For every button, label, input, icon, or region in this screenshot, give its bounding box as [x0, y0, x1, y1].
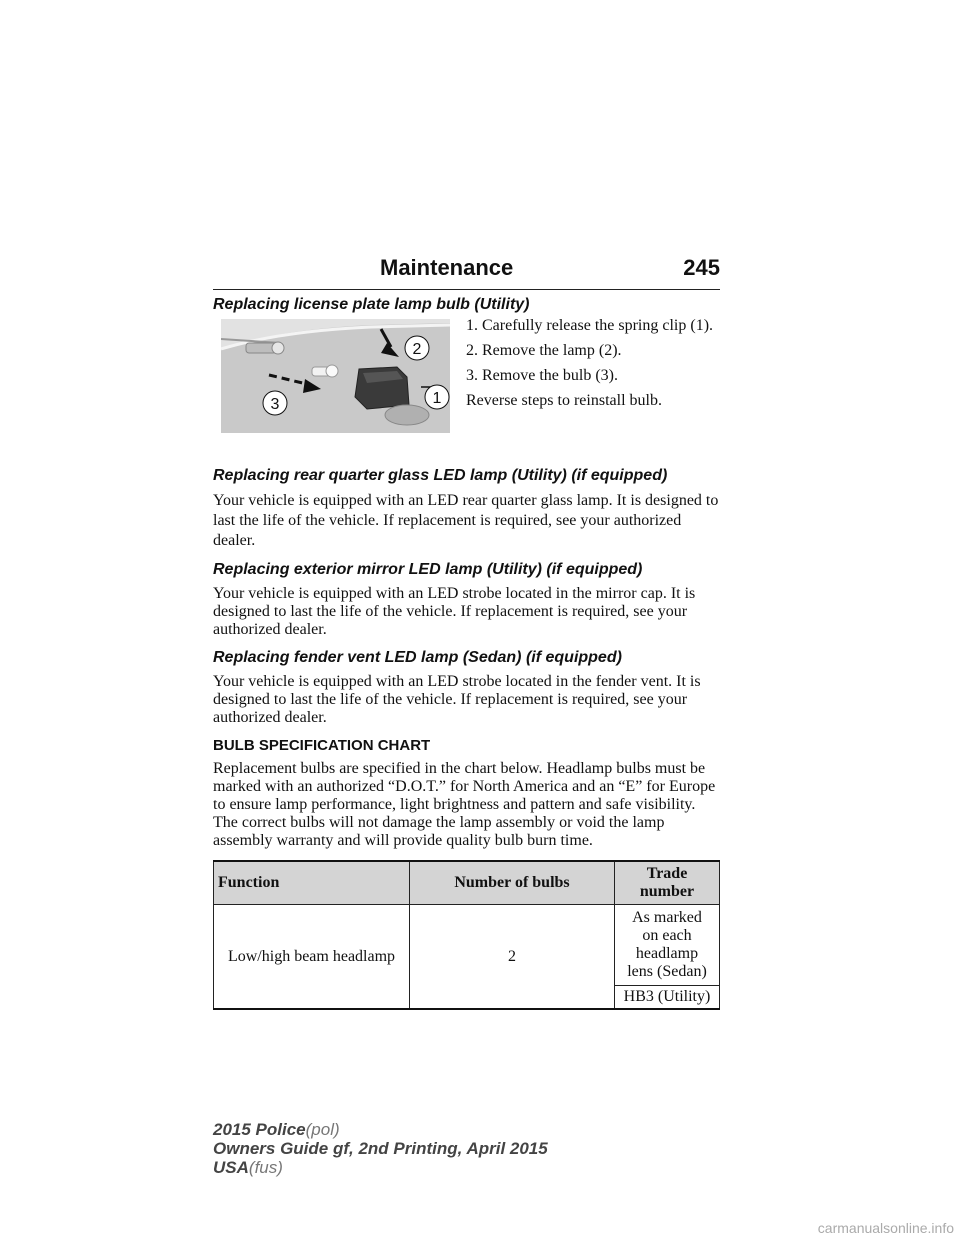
footer-market-code: (fus) — [248, 1158, 283, 1177]
footer-model-code: (pol) — [305, 1120, 340, 1139]
bulb-spec-table — [213, 860, 720, 1010]
callout-2-label: 2 — [412, 341, 422, 358]
license-plate-heading: Replacing license plate lamp bulb (Utility) — [213, 296, 530, 313]
cell-function: Low/high beam headlamp — [214, 905, 410, 1010]
mirror-heading: Replacing exterior mirror LED lamp (Utility) (if equipped) — [213, 561, 643, 578]
rear-quarter-body: Your vehicle is equipped with an LED rear quarter glass lamp. It is designed to last the life of the vehicle. If replacement is required, see your authorized dealer. — [213, 492, 719, 549]
bulb-shape — [312, 365, 338, 377]
license-plate-figure-row — [213, 317, 720, 467]
header-number-of-bulbs: Number of bulbs — [410, 861, 615, 905]
cell-trade-utility: HB3 (Utility) — [615, 986, 720, 1010]
footer-line-2 — [213, 1139, 548, 1158]
callout-1-label: 1 — [432, 390, 442, 407]
footer-line-3 — [213, 1158, 548, 1177]
footer-market: USA — [213, 1158, 249, 1177]
cell-trade-sedan: As marked on each headlamp lens (Sedan) — [615, 905, 720, 986]
footer-line-1 — [213, 1120, 548, 1139]
fender-body: Your vehicle is equipped with an LED strobe located in the fender vent. It is designed to last the life of the vehicle. If replacement is required, see your authorized dealer. — [213, 673, 701, 726]
license-plate-lamp-illustration — [221, 319, 450, 433]
footer-model: 2015 Police — [213, 1120, 306, 1139]
fender-heading: Replacing fender vent LED lamp (Sedan) (if equipped) — [213, 649, 622, 666]
page-footer — [213, 1120, 548, 1177]
step-3: 3. Remove the bulb (3). — [466, 367, 618, 384]
section-title: Maintenance — [380, 255, 514, 280]
step-2: 2. Remove the lamp (2). — [466, 342, 622, 359]
header-function: Function — [214, 861, 410, 905]
page-number: 245 — [683, 255, 720, 280]
step-reverse: Reverse steps to reinstall bulb. — [466, 392, 662, 409]
page-content — [213, 296, 720, 1010]
callout-3 — [263, 391, 287, 415]
footer-printing: Owners Guide gf, 2nd Printing, April 2015 — [213, 1139, 548, 1158]
rear-quarter-heading: Replacing rear quarter glass LED lamp (Utility) (if equipped) — [213, 467, 668, 484]
cell-bulb-count: 2 — [410, 905, 615, 1010]
callout-1 — [425, 385, 449, 409]
bulb-chart-body: Replacement bulbs are specified in the chart below. Headlamp bulbs must be marked with an authorized “D.O.T.” for North America and an “E” for Europe to ensure lamp performance, light brightness and pattern and safe visibility. The correct bulbs will not damage the lamp assembly or void the lamp assembly warranty and will provide quality bulb burn time. — [213, 760, 716, 849]
header-trade-number: Trade number — [615, 861, 720, 905]
page-header — [213, 255, 720, 290]
table-header-row — [214, 861, 720, 905]
bulb-chart-heading: BULB SPECIFICATION CHART — [213, 737, 431, 754]
watermark: carmanualsonline.info — [817, 1220, 954, 1236]
table-row — [214, 905, 720, 986]
step-1: 1. Carefully release the spring clip (1). — [466, 317, 714, 334]
mirror-body: Your vehicle is equipped with an LED strobe located in the mirror cap. It is designed to last the life of the vehicle. If replacement is required, see your authorized dealer. — [213, 585, 696, 638]
license-plate-steps — [466, 317, 720, 417]
callout-3-label: 3 — [270, 396, 280, 413]
callout-2 — [405, 336, 429, 360]
bulb-socket-shape — [246, 342, 284, 354]
